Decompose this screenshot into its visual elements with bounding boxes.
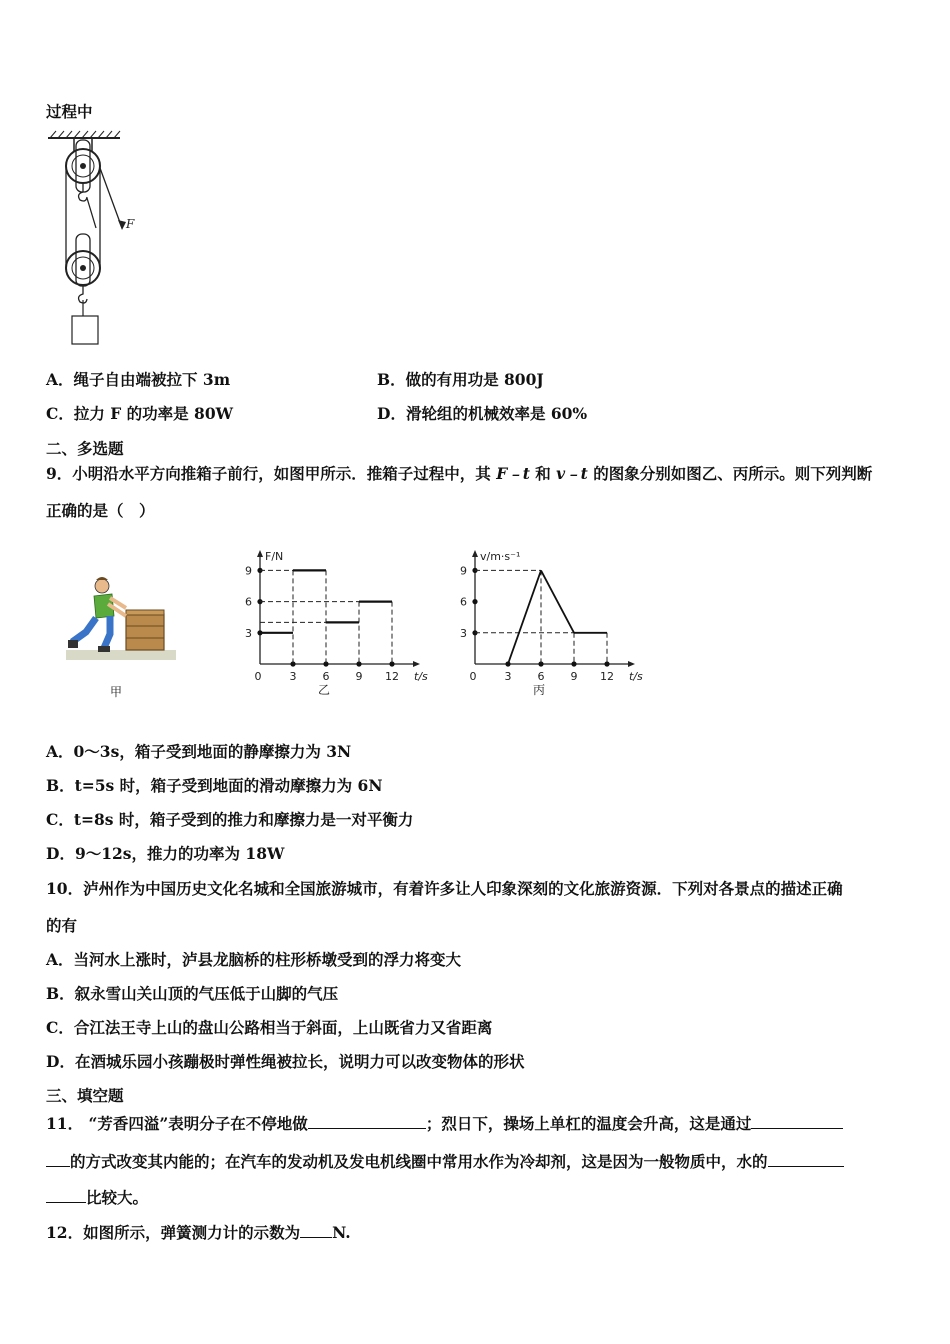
y-axis-label: F/N <box>265 550 284 563</box>
chart-force-time <box>240 548 440 708</box>
x-tick-label: 12 <box>600 670 614 683</box>
q11-line2: 的方式改变其内能的；在汽车的发动机及发电机线圈中常用水作为冷却剂，这是因为一般物质中，水的 <box>46 1150 844 1172</box>
q10-stem-line1: 10．泸州作为中国历史文化名城和全国旅游城市，有着许多让人印象深刻的文化旅游资源．下列对各景点的描述正确 <box>46 879 843 898</box>
x-tick-label: 0 <box>254 670 262 683</box>
q9-stem-line2: 正确的是（ ） <box>46 501 155 520</box>
section-heading-fill-blank: 三、填空题 <box>46 1086 124 1105</box>
x-axis-label: t/s <box>629 670 643 683</box>
x-tick-label: 9 <box>355 670 363 683</box>
x-tick-label: 9 <box>570 670 578 683</box>
chart-velocity-time <box>455 548 655 708</box>
fig-label-jia: 甲 <box>109 685 123 699</box>
q11-line3: 比较大。 <box>46 1186 148 1208</box>
q11-blank-3-cont[interactable] <box>46 1186 86 1203</box>
continuation-text: 过程中 <box>46 102 93 121</box>
q9-option-d[interactable]: D．9～12s，推力的功率为 18W <box>46 844 285 863</box>
velocity-segment <box>541 570 574 632</box>
y-tick-dot <box>472 599 477 604</box>
q8-option-c[interactable]: C．拉力 F 的功率是 80W <box>46 404 234 423</box>
x-tick-label: 12 <box>385 670 399 683</box>
force-label: F <box>126 217 135 231</box>
q12-line: 12．如图所示，弹簧测力计的示数为 N. <box>46 1223 351 1242</box>
section-heading-multiple-choice: 二、多选题 <box>46 439 124 458</box>
x-axis-arrow <box>413 661 420 667</box>
y-axis-arrow <box>472 550 478 557</box>
q9-option-b[interactable]: B．t=5s 时，箱子受到地面的滑动摩擦力为 6N <box>46 776 383 795</box>
y-tick-label: 9 <box>245 564 252 578</box>
q11-line1: 11． “芳香四溢”表明分子在不停地做 ；烈日下，操场上单杠的温度会升高，这是通过 <box>46 1112 843 1134</box>
q9-stem-line1: 9．小明沿水平方向推箱子前行，如图甲所示．推箱子过程中，其 F﹣t 和 v﹣t 的图象分别如图乙、丙所示。则下列判断 <box>46 464 873 483</box>
x-tick-label: 6 <box>322 670 330 683</box>
q10-option-c[interactable]: C．合江法王寺上山的盘山公路相当于斜面，上山既省力又省距离 <box>46 1018 493 1037</box>
chart-caption: 乙 <box>317 683 331 697</box>
velocity-segment <box>508 570 541 664</box>
x-axis-arrow <box>628 661 635 667</box>
q11-blank-2[interactable] <box>751 1112 843 1129</box>
q8-option-b[interactable]: B．做的有用功是 800J <box>377 370 544 389</box>
q11-blank-1[interactable] <box>308 1112 426 1129</box>
q11-blank-2-cont[interactable] <box>46 1150 70 1167</box>
q11-blank-3[interactable] <box>768 1150 844 1167</box>
x-tick-label: 3 <box>289 670 297 683</box>
pulley-figure <box>40 128 150 350</box>
q9-option-a[interactable]: A．0～3s，箱子受到地面的静摩擦力为 3N <box>46 742 352 761</box>
q9-option-c[interactable]: C．t=8s 时，箱子受到的推力和摩擦力是一对平衡力 <box>46 810 414 829</box>
q10-option-d[interactable]: D．在酒城乐园小孩蹦极时弹性绳被拉长，说明力可以改变物体的形状 <box>46 1052 525 1071</box>
y-tick-label: 9 <box>460 564 467 578</box>
x-tick-label: 3 <box>504 670 512 683</box>
y-tick-label: 6 <box>245 595 252 609</box>
x-tick-label: 6 <box>537 670 545 683</box>
q10-option-a[interactable]: A．当河水上涨时，泸县龙脑桥的柱形桥墩受到的浮力将变大 <box>46 950 462 969</box>
q12-blank[interactable] <box>300 1221 332 1238</box>
q8-option-a[interactable]: A．绳子自由端被拉下 3m <box>46 370 231 389</box>
chart-caption: 丙 <box>532 683 546 697</box>
q10-stem-line2: 的有 <box>46 916 78 935</box>
pushing-box-figure <box>64 570 180 700</box>
q8-option-d[interactable]: D．滑轮组的机械效率是 60% <box>377 404 588 423</box>
x-axis-label: t/s <box>414 670 428 683</box>
y-axis-label: v/m·s⁻¹ <box>480 550 521 563</box>
y-tick-label: 6 <box>460 595 467 609</box>
y-tick-label: 3 <box>245 626 252 640</box>
q10-option-b[interactable]: B．叙永雪山关山顶的气压低于山脚的气压 <box>46 984 339 1003</box>
y-tick-label: 3 <box>460 626 467 640</box>
x-tick-label: 0 <box>469 670 477 683</box>
y-axis-arrow <box>257 550 263 557</box>
